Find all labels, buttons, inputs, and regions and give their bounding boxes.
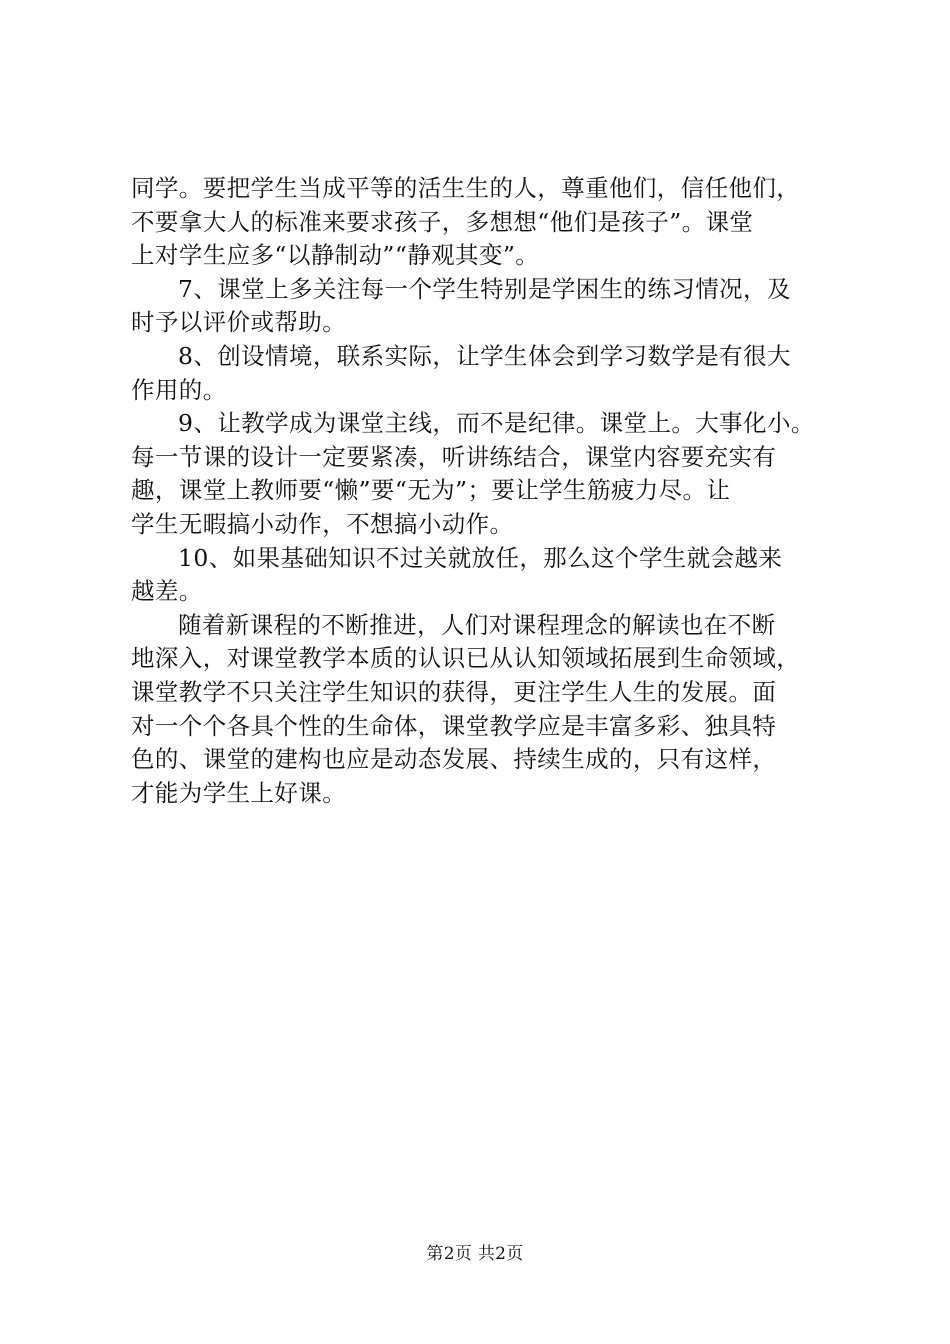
text-line: 8、创设情境，联系实际，让学生体会到学习数学是有很大 [178, 341, 791, 370]
text-line: 10、如果基础知识不过关就放任，那么这个学生就会越来 [178, 543, 783, 572]
text-line: 随着新课程的不断推进，人们对课程理念的解读也在不断 [178, 610, 776, 639]
text-line: 时予以评价或帮助。 [131, 308, 347, 337]
text-line: 7、课堂上多关注每一个学生特别是学困生的练习情况，及 [178, 274, 791, 303]
text-line: 地深入，对课堂教学本质的认识已从认知领域拓展到生命领域， [131, 644, 801, 673]
page-number-footer: 第2页 共2页 [426, 1244, 524, 1264]
text-line: 上对学生应多“以静制动”“静观其变”。 [131, 241, 540, 270]
text-line: 色的、课堂的建构也应是动态发展、持续生成的，只有这样， [131, 745, 777, 774]
text-line: 才能为学生上好课。 [131, 778, 347, 807]
text-line: 趣，课堂上教师要“懒”要“无为”；要让学生筋疲力尽。让 [131, 476, 731, 505]
text-line: 课堂教学不只关注学生知识的获得，更注学生人生的发展。面 [131, 677, 777, 706]
text-line: 9、让教学成为课堂主线，而不是纪律。课堂上。大事化小。 [178, 409, 815, 438]
text-line: 学生无暇搞小动作，不想搞小动作。 [131, 509, 514, 538]
text-line: 不要拿大人的标准来要求孩子，多想想“他们是孩子”。课堂 [131, 207, 754, 236]
document-body [131, 172, 831, 810]
text-line: 越差。 [131, 577, 203, 606]
text-line: 作用的。 [131, 375, 227, 404]
text-line: 每一节课的设计一定要紧凑，听讲练结合，课堂内容要充实有 [131, 442, 777, 471]
text-line: 同学。要把学生当成平等的活生生的人，尊重他们，信任他们， [131, 174, 801, 202]
text-line: 对一个个各具个性的生命体，课堂教学应是丰富多彩、独具特 [131, 711, 777, 740]
